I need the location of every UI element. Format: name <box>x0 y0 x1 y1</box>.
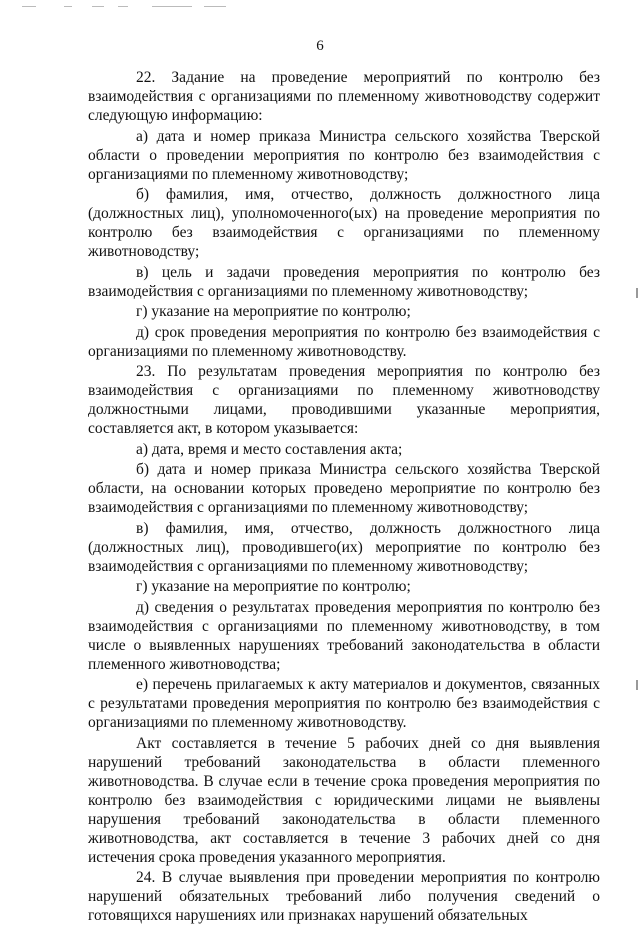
paragraph-22: 22. Задание на проведение мероприятий по контролю без взаимодействия с организациями по племенному животноводству содержит следующую информацию: <box>88 69 600 124</box>
paragraph-23b: б) дата и номер приказа Министра сельского хозяйства Тверской области, на основании которых проведено мероприятие по контролю без взаимодействия с организациями по племенному животноводству; <box>88 461 600 516</box>
paragraph-22b: б) фамилия, имя, отчество, должность должностного лица (должностных лиц), уполномоченного(ых) на проведение мероприятия по контролю без взаимодействия с организациями по племенному животноводству; <box>88 186 600 260</box>
paragraph-23a: а) дата, время и место составления акта; <box>136 440 403 458</box>
paragraph-23d: д) сведения о результатах проведения мероприятия по контролю без взаимодействия с организациями по племенному животноводству, в том числе о выявленных нарушениях требований законодательства в области племенного животноводства; <box>88 598 600 673</box>
scan-edge-mark <box>636 680 638 690</box>
scan-artifact-marks <box>22 6 232 9</box>
paragraph-23v: в) фамилия, имя, отчество, должность должностного лица (должностных лиц), проводившего(их) мероприятие по контролю без взаимодействия с организациями по племенному животноводству; <box>88 519 600 575</box>
paragraph-22g: г) указание на мероприятие по контролю; <box>136 303 411 320</box>
page-number: 6 <box>316 38 324 54</box>
document-body <box>88 68 600 927</box>
paragraph-22a: а) дата и номер приказа Министра сельского хозяйства Тверской области о проведении мероприятия по контролю без взаимодействия с организациями по племенному животноводству; <box>88 127 600 183</box>
paragraph-22v: в) цель и задачи проведения мероприятия по контролю без взаимодействия с организациями по племенному животноводству; <box>88 263 600 300</box>
paragraph-23e: е) перечень прилагаемых к акту материалов и документов, связанных с результатами проведения мероприятия по контролю без взаимодействия с организациями по племенному животноводству. <box>88 676 600 731</box>
paragraph-23g: г) указание на мероприятие по контролю; <box>136 578 411 595</box>
scan-edge-mark <box>636 288 638 298</box>
paragraph-24: 24. В случае выявления при проведении мероприятия по контролю нарушений обязательных требований либо получения сведений о готовящихся нарушениях или признаках нарушений обязательных <box>88 869 600 924</box>
paragraph-22d: д) срок проведения мероприятия по контролю без взаимодействия с организациями по племенному животноводству. <box>88 323 600 360</box>
paragraph-23: 23. По результатам проведения мероприятия по контролю без взаимодействия с организациями по племенному животноводству должностными лицами, проводившими указанные мероприятия, составляется акт, в котором указывается: <box>88 363 600 437</box>
paragraph-act-deadline: Акт составляется в течение 5 рабочих дней со дня выявления нарушений требований законодательства в области племенного животноводства. В случае если в течение срока проведения мероприятия по контролю без взаимодействия с юридическими лицами не выявлены нарушения требований законодательства в области племенного животноводства, акт составляется в течение 3 рабочих дней со дня истечения срока проведения указанного мероприятия. <box>88 734 600 866</box>
